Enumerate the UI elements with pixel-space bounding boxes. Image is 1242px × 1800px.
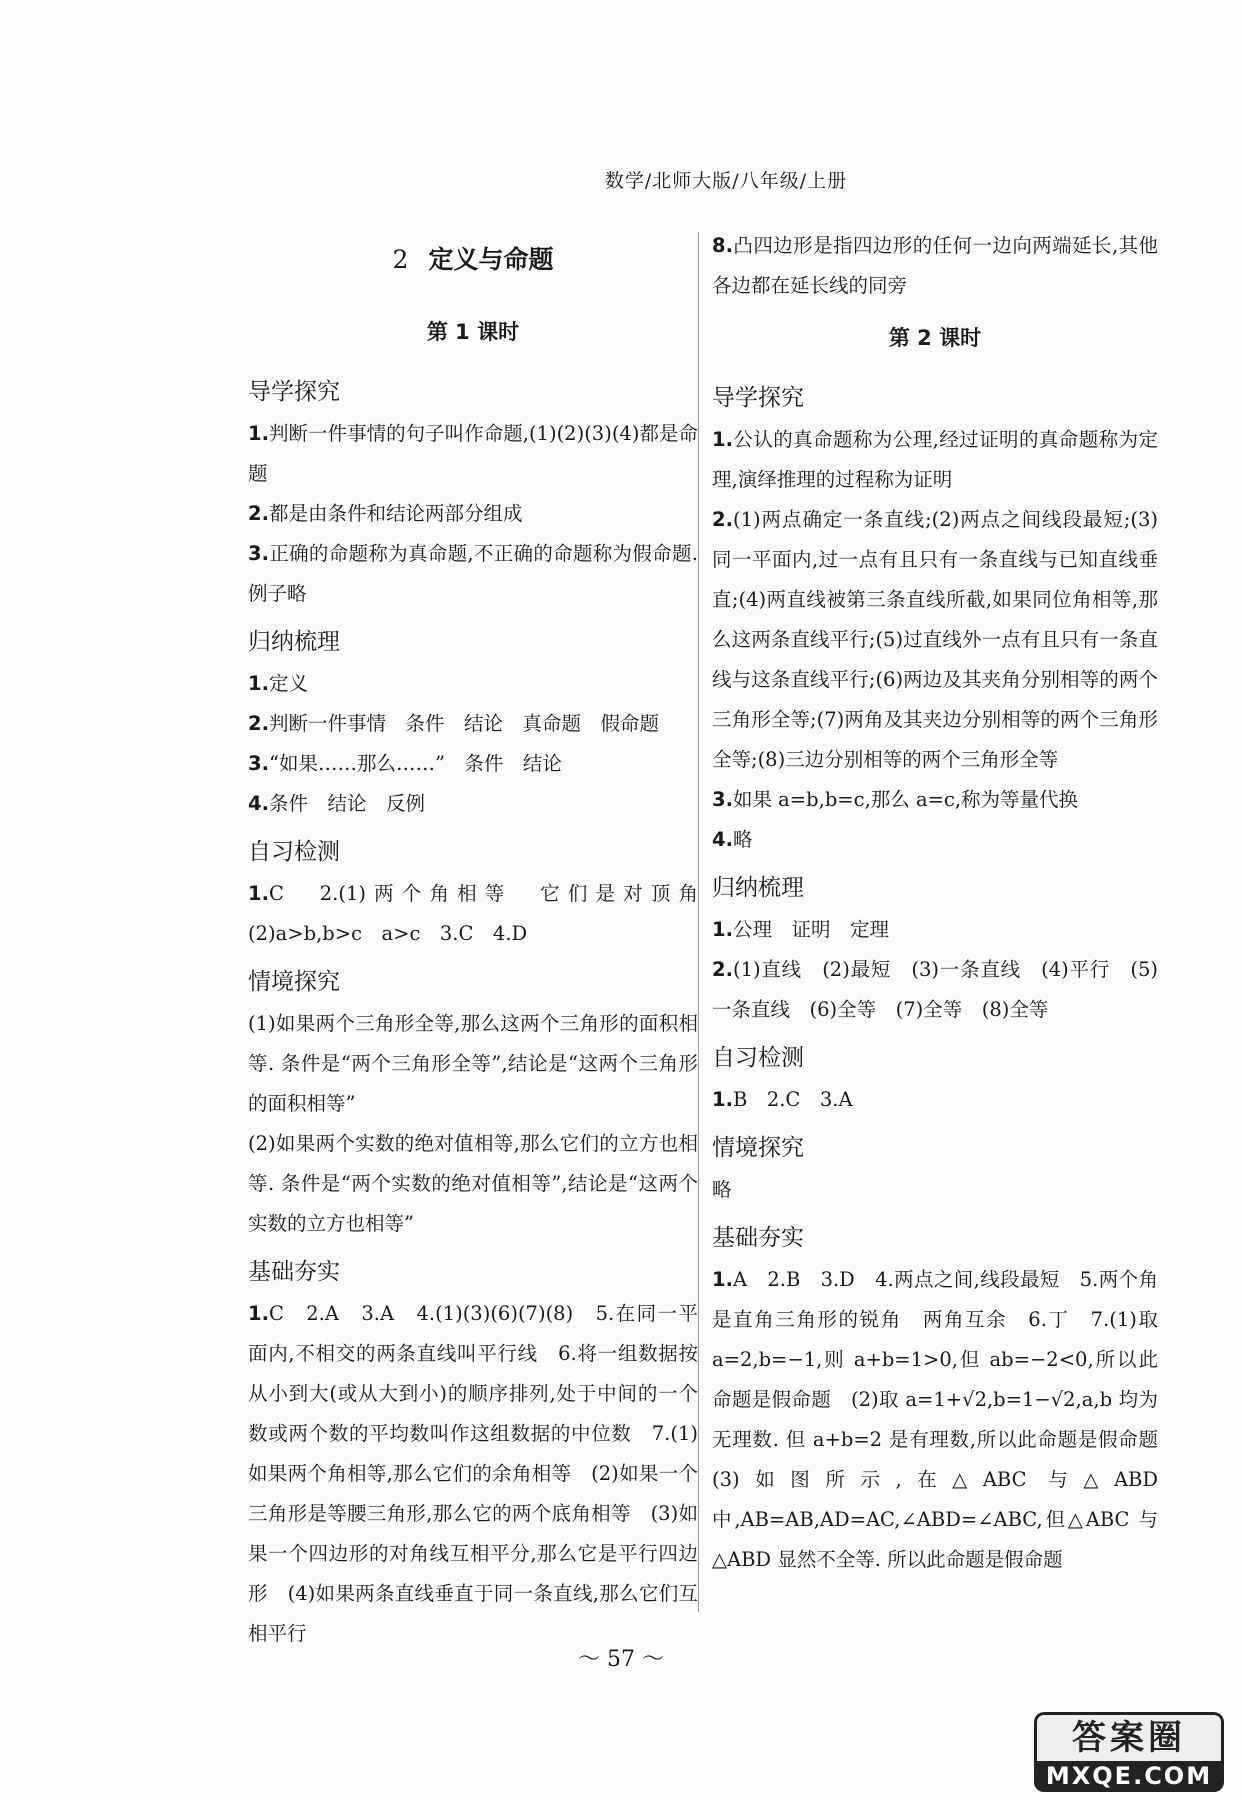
answer-item: 3.“如果……那么……” 条件 结论 [248,752,562,775]
lesson-title: 第 2 课时 [888,326,982,350]
section-heading: 基础夯实 [248,1259,340,1285]
answer-item: 1.公认的真命题称为公理,经过证明的真命题称为定理,演绎推理的过程称为证明 [712,428,1158,491]
answer-item: 2.判断一件事情 条件 结论 真命题 假命题 [248,712,659,735]
page-header: 数学/北师大版/八年级/上册 [604,170,848,192]
answer-item: 1.C 2.A 3.A 4.(1)(3)(6)(7)(8) 5.在同一平面内,不相交的两条直线叫平行线 6.将一组数据按从小到大(或从大到小)的顺序排列,处于中间的一个数或两个数的平均数叫作这组数据的中位数 7.(1)如果两个角相等,那么它们的余角相等 (2)如果一个三角形是等腰三角形,那么它的两个底角相等 (3)如果一个四边形的对角线互相平分,那么它是平行四边形 (4)如果两条直线垂直于同一条直线,那么它们互相平行 [248,1302,698,1645]
section-heading: 导学探究 [248,379,340,405]
chapter-title: 2 定义与命题 [392,245,554,274]
page-number: ～ 57 ～ [578,1647,664,1672]
answer-item: 2.(1)两点确定一条直线;(2)两点之间线段最短;(3)同一平面内,过一点有且只有一条直线与已知直线垂直;(4)两直线被第三条直线所截,如果同位角相等,那么这两条直线平行;(5)过直线外一点有且只有一条直线与这条直线平行;(6)两边及其夹角分别相等的两个三角形全等;(7)两角及其夹边分别相等的两个三角形全等;(8)三边分别相等的两个三角形全等 [712,508,1158,771]
answer-item: 略 [712,1178,732,1201]
answer-item: 1.定义 [248,672,308,695]
section-heading: 自习检测 [248,839,340,865]
lesson-title: 第 1 课时 [426,320,520,344]
section-heading: 归纳梳理 [248,629,340,655]
answer-item: 4.条件 结论 反例 [248,792,425,815]
answer-item: 1.C 2.(1)两个角相等 它们是对顶角 (2)a>b,b>c a>c 3.C 4.D [248,882,718,945]
answer-item: 4.略 [712,828,753,851]
column-divider [698,232,699,1612]
answer-item: 1.判断一件事情的句子叫作命题,(1)(2)(3)(4)都是命题 [248,422,698,485]
watermark-logo: 答案圈 MXQE.COM [1034,1712,1224,1792]
answer-item: 1.B 2.C 3.A [712,1088,853,1111]
answer-item: (1)如果两个三角形全等,那么这两个三角形的面积相等. 条件是“两个三角形全等”,结论是“这两个三角形的面积相等” [248,1012,698,1115]
answer-item: 3.正确的命题称为真命题,不正确的命题称为假命题. 例子略 [248,542,698,605]
continued-item: 8.凸四边形是指四边形的任何一边向两端延长,其他各边都在延长线的同旁 [712,234,1158,297]
answer-item: 1.公理 证明 定理 [712,918,889,941]
section-heading: 情境探究 [712,1135,804,1161]
right-column [712,226,1178,1580]
answer-item: 2.都是由条件和结论两部分组成 [248,502,523,525]
answer-item: 1.A 2.B 3.D 4.两点之间,线段最短 5.两个角是直角三角形的锐角 两角互余 6.丁 7.(1)取 a=2,b=−1,则 a+b=1>0,但 ab=−2<0,所以此命题是假命题 (2)取 a=1+√2,b=1−√2,a,b 均为无理数. 但 a+b=2 是有理数,所以此命题是假命题 (3)如图所示,在△ABC 与△ABD 中,AB=AB,AD=AC,∠ABD=∠ABC,但△ABC 与△ABD 显然不全等. 所以此命题是假命题 [712,1268,1178,1571]
answer-item: 3.如果 a=b,b=c,那么 a=c,称为等量代换 [712,788,1079,811]
section-heading: 自习检测 [712,1045,804,1071]
section-heading: 情境探究 [248,969,340,995]
answer-item: (2)如果两个实数的绝对值相等,那么它们的立方也相等. 条件是“两个实数的绝对值相等”,结论是“这两个实数的立方也相等” [248,1132,698,1235]
section-heading: 导学探究 [712,385,804,411]
section-heading: 归纳梳理 [712,875,804,901]
section-heading: 基础夯实 [712,1225,804,1251]
left-column [248,226,718,1654]
answer-item: 2.(1)直线 (2)最短 (3)一条直线 (4)平行 (5)一条直线 (6)全等 (7)全等 (8)全等 [712,958,1158,1021]
